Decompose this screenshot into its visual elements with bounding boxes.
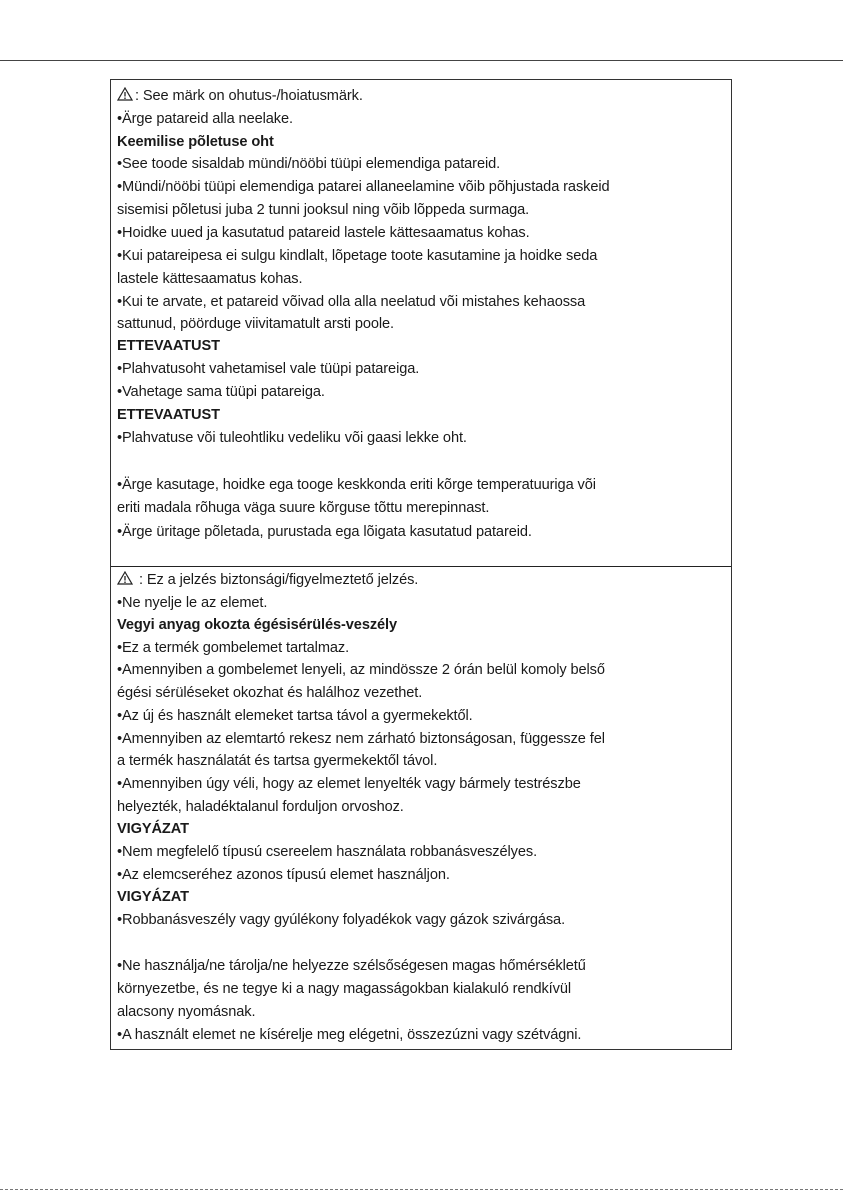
warning-text-line [117,247,597,265]
line-text: : See märk on ohutus-/hoiatusmärk. [135,88,363,104]
line-text: ETTEVAATUST [117,338,220,354]
warning-heading [117,337,220,355]
warning-text-line [117,843,537,861]
line-text: VIGYÁZAT [117,821,189,837]
warning-text-line [117,594,267,612]
line-text: Keemilise põletuse oht [117,134,274,150]
warning-text-line [117,110,293,128]
line-text: •See toode sisaldab mündi/nööbi tüüpi elemendiga patareid. [117,156,501,172]
line-text: •Ärge patareid alla neelake. [117,111,293,127]
warning-text-line [117,383,325,401]
warning-text-line [117,866,450,884]
warning-heading [117,888,189,906]
warning-heading [117,406,220,424]
line-text: sisemisi põletusi juba 2 tunni jooksul ning võib lõppeda surmaga. [117,202,530,218]
line-text: Vegyi anyag okozta égésisérülés-veszély [117,617,398,633]
line-text: ETTEVAATUST [117,407,220,423]
warning-text-line [117,178,610,196]
line-text: •Ärge kasutage, hoidke ega tooge keskkonda eriti kõrge temperatuuriga või [117,477,596,493]
line-text: •Ärge üritage põletada, purustada ega lõigata kasutatud patareid. [117,524,532,540]
line-text: •Robbanásveszély vagy gyúlékony folyadékok vagy gázok szivárgása. [117,912,566,928]
line-text: •Hoidke uued ja kasutatud patareid lastele kättesaamatus kohas. [117,225,530,241]
line-text: VIGYÁZAT [117,889,189,905]
warning-text-line [117,360,419,378]
warning-text-line [117,798,404,816]
warning-text-line [117,224,530,242]
warning-text-line [117,730,605,748]
line-text: eriti madala rõhuga väga suure kõrguse tõttu merepinnast. [117,500,490,516]
line-text: •Ne nyelje le az elemet. [117,595,268,611]
line-text: sattunud, pöörduge viivitamatult arsti poole. [117,316,395,332]
warning-triangle-icon [117,571,133,585]
line-text: •Mündi/nööbi tüüpi elemendiga patarei allaneelamine võib põhjustada raskeid [117,179,610,195]
warning-text-line [117,270,302,288]
estonian-warning-section [111,80,731,566]
line-text: •Amennyiben úgy véli, hogy az elemet lenyelték vagy bármely testrészbe [117,776,581,792]
warning-text-line [117,752,437,770]
warning-text-line [117,661,605,679]
warning-text-line [117,775,581,793]
hungarian-warning-section [111,566,731,1050]
warning-heading [117,820,189,838]
line-text: •Az új és használt elemeket tartsa távol a gyermekektől. [117,708,473,724]
line-text: •Az elemcseréhez azonos típusú elemet használjon. [117,867,450,883]
line-text: •Amennyiben a gombelemet lenyeli, az mindössze 2 órán belül komoly belső [117,662,605,678]
warning-triangle-icon [117,87,133,101]
warning-text-line [117,499,489,517]
warning-text-line [117,980,571,998]
line-text: •Plahvatuse või tuleohtliku vedeliku või gaasi lekke oht. [117,430,467,446]
warning-heading [117,616,397,634]
line-text: környezetbe, és ne tegye ki a nagy magasságokban kialakuló rendkívül [117,981,571,997]
line-text: •Nem megfelelő típusú csereelem használata robbanásveszélyes. [117,844,538,860]
header-rule [0,60,843,61]
line-text: •Ez a termék gombelemet tartalmaz. [117,640,350,656]
line-text: •Ne használja/ne tárolja/ne helyezze szélsőségesen magas hőmérsékletű [117,958,586,974]
warning-text-line [117,571,418,589]
line-text: helyezték, haladéktalanul forduljon orvoshoz. [117,799,404,815]
warning-text-line [117,201,529,219]
warning-text-line [117,429,467,447]
line-text: : Ez a jelzés biztonsági/figyelmeztető jelzés. [135,572,419,588]
warning-text-line [117,523,532,541]
warning-text-line [117,1026,581,1044]
battery-warning-box [110,79,732,1050]
warning-text-line [117,911,565,929]
warning-text-line [117,639,349,657]
line-text: •Vahetage sama tüüpi patareiga. [117,384,325,400]
warning-text-line [117,684,422,702]
line-text: •Kui patareipesa ei sulgu kindlalt, lõpetage toote kasutamine ja hoidke seda [117,248,598,264]
warning-text-line [117,87,363,105]
warning-text-line [117,293,585,311]
warning-text-line [117,707,473,725]
line-text: •Kui te arvate, et patareid võivad olla alla neelatud või mistahes kehaossa [117,294,586,310]
footer-rule [0,1189,843,1190]
warning-text-line [117,476,596,494]
line-text: •Amennyiben az elemtartó rekesz nem zárható biztonságosan, függessze fel [117,731,605,747]
line-text: •A használt elemet ne kísérelje meg elégetni, összezúzni vagy szétvágni. [117,1027,582,1043]
warning-text-line [117,957,586,975]
line-text: a termék használatát és tartsa gyermekektől távol. [117,753,438,769]
warning-text-line [117,155,500,173]
warning-text-line [117,315,394,333]
line-text: lastele kättesaamatus kohas. [117,271,303,287]
line-text: égési sérüléseket okozhat és halálhoz vezethet. [117,685,423,701]
line-text: •Plahvatusoht vahetamisel vale tüüpi patareiga. [117,361,420,377]
warning-text-line [117,1003,255,1021]
warning-heading [117,133,274,151]
line-text: alacsony nyomásnak. [117,1004,256,1020]
